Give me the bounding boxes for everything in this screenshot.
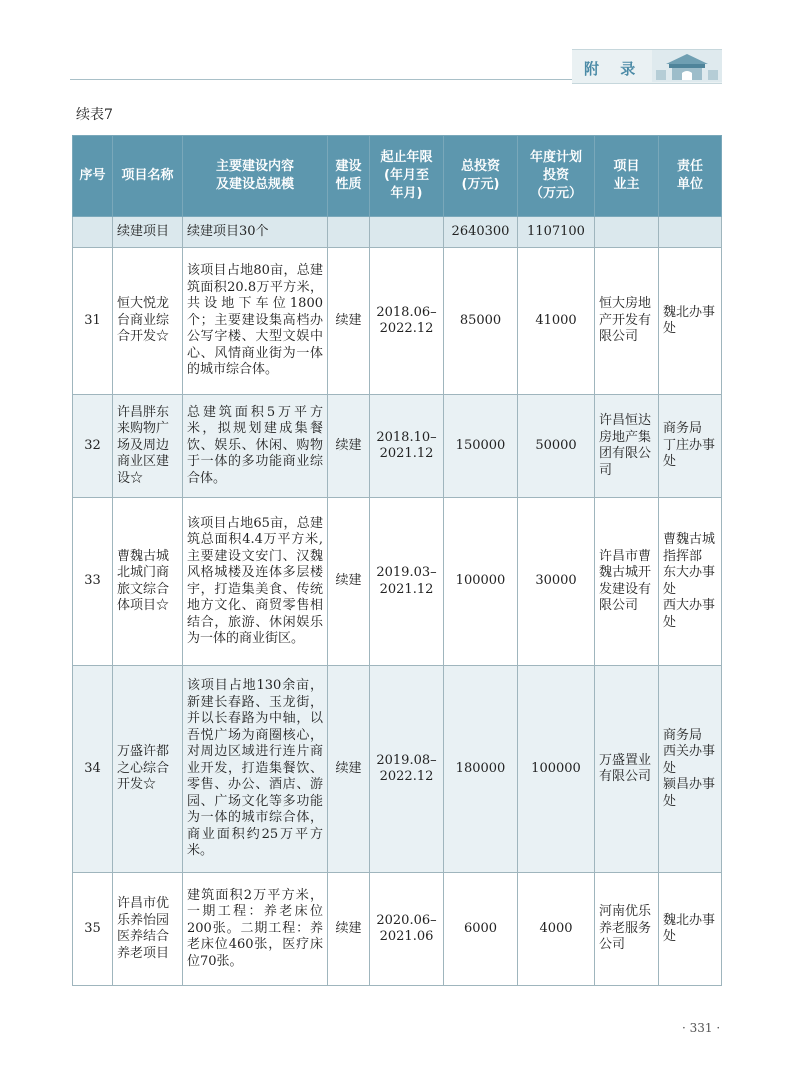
summary-unit [659,217,722,248]
total-investment: 180000 [444,666,518,873]
continuation-label: 续表7 [76,107,113,123]
project-nature: 续建 [328,248,370,395]
project-nature: 续建 [328,666,370,873]
column-header: 项目名称 [113,136,183,217]
summary-no [73,217,113,248]
project-period: 2020.06– 2021.06 [370,873,444,986]
summary-nature [328,217,370,248]
column-header: 年度计划 投资 （万元） [518,136,595,217]
section-label: 附 录 [584,60,644,78]
project-name: 许昌市优乐养怡园医养结合养老项目 [113,873,183,986]
row-no: 35 [73,873,113,986]
project-name: 万盛许都之心综合开发☆ [113,666,183,873]
table-row [73,395,722,498]
summary-row [73,217,722,248]
header-rule [70,79,656,80]
project-content: 该项目占地65亩，总建筑总面积4.4万平方米,主要建设文安门、汉魏风格城楼及连体多层楼宇，打造集美食、传统地方文化、商贸零售相结合，旅游、休闲娱乐为一体的商业街区。 [183,498,328,666]
summary-owner [595,217,659,248]
project-nature: 续建 [328,395,370,498]
row-no: 34 [73,666,113,873]
column-header: 起止年限 (年月至 年月) [370,136,444,217]
total-investment: 85000 [444,248,518,395]
row-no: 32 [73,395,113,498]
table-row [73,873,722,986]
table-header-row [73,136,722,217]
row-no: 31 [73,248,113,395]
responsible-unit: 曹魏古城指挥部 东大办事处 西大办事处 [659,498,722,666]
annual-investment: 100000 [518,666,595,873]
project-content: 该项目占地130余亩，新建长春路、玉龙街，并以长春路为中轴，以吾悦广场为商圈核心，对周边区域进行连片商业开发，打造集餐饮、零售、办公、酒店、游园、广场文化等多功能为一体的城市综合体，商业面积约25万平方米。 [183,666,328,873]
column-header: 责任 单位 [659,136,722,217]
summary-name: 续建项目 [113,217,183,248]
summary-annual: 1107100 [518,217,595,248]
responsible-unit: 魏北办事处 [659,873,722,986]
total-investment: 100000 [444,498,518,666]
project-period: 2018.06– 2022.12 [370,248,444,395]
table-row [73,248,722,395]
column-header: 建设 性质 [328,136,370,217]
annual-investment: 4000 [518,873,595,986]
table-row [73,498,722,666]
annual-investment: 30000 [518,498,595,666]
project-name: 恒大悦龙台商业综合开发☆ [113,248,183,395]
project-period: 2019.03– 2021.12 [370,498,444,666]
column-header: 总投资 (万元) [444,136,518,217]
responsible-unit: 商务局 丁庄办事处 [659,395,722,498]
annual-investment: 50000 [518,395,595,498]
column-header: 项目 业主 [595,136,659,217]
total-investment: 150000 [444,395,518,498]
project-nature: 续建 [328,498,370,666]
project-content: 总建筑面积5万平方米，拟规划建成集餐饮、娱乐、休闲、购物于一体的多功能商业综合体。 [183,395,328,498]
project-content: 该项目占地80亩，总建筑面积20.8万平方米，共设地下车位1800个；主要建设集高档办公写字楼、大型文娱中心、风情商业街为一体的城市综合体。 [183,248,328,395]
annual-investment: 41000 [518,248,595,395]
project-period: 2019.08– 2022.12 [370,666,444,873]
project-name: 许昌胖东来购物广场及周边商业区建设☆ [113,395,183,498]
table-row [73,666,722,873]
total-investment: 6000 [444,873,518,986]
column-header: 主要建设内容 及建设总规模 [183,136,328,217]
project-owner: 许昌恒达房地产集团有限公司 [595,395,659,498]
summary-content: 续建项目30个 [183,217,328,248]
project-owner: 许昌市曹魏古城开发建设有限公司 [595,498,659,666]
project-table [72,135,722,986]
project-content: 建筑面积2万平方米，一期工程：养老床位200张。二期工程：养老床位460张，医疗床位70张。 [183,873,328,986]
responsible-unit: 魏北办事处 [659,248,722,395]
project-period: 2018.10– 2021.12 [370,395,444,498]
project-name: 曹魏古城北城门商旅文综合体项目☆ [113,498,183,666]
row-no: 33 [73,498,113,666]
project-owner: 万盛置业有限公司 [595,666,659,873]
summary-total: 2640300 [444,217,518,248]
project-owner: 河南优乐养老服务公司 [595,873,659,986]
project-owner: 恒大房地产开发有限公司 [595,248,659,395]
summary-period [370,217,444,248]
page-number: · 331 · [682,1021,721,1035]
responsible-unit: 商务局 西关办事处 颍昌办事处 [659,666,722,873]
column-header: 序号 [73,136,113,217]
project-nature: 续建 [328,873,370,986]
city-gate-icon [652,50,722,82]
